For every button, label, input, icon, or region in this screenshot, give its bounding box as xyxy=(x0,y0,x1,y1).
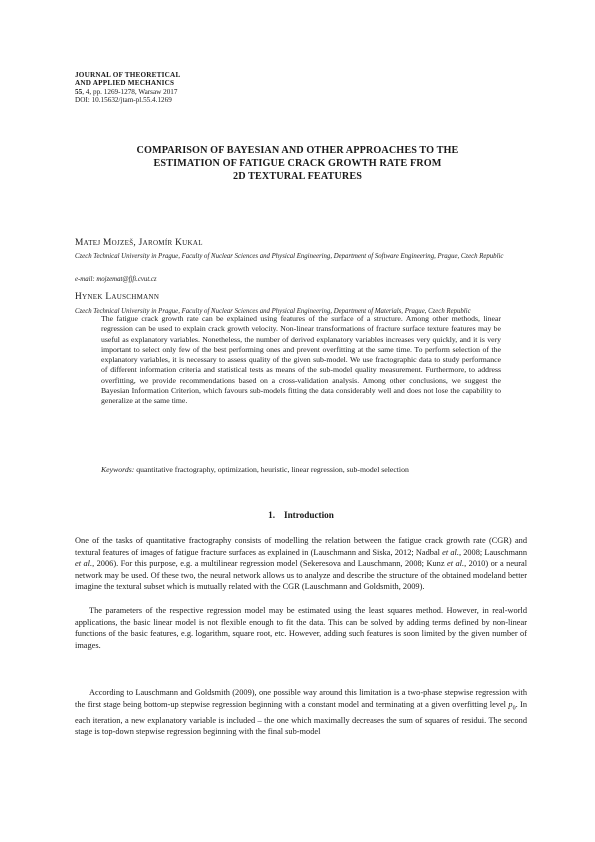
journal-volume-number: 55 xyxy=(75,87,83,96)
journal-volume-pages: , 4, pp. 1269-1278, Warsaw 2017 xyxy=(82,87,178,96)
author-names-1: Matej Mojzeš, Jaromír Kukal xyxy=(75,238,203,248)
p1-text-e: , 2006). For this purpose, e.g. a multilinear regression model (Sekeresova and Lauschmann, 2008; Kunz xyxy=(92,559,448,569)
p3-text-a: According to Lauschmann and Goldsmith (2009), one possible way around this limitation is a two-phase stepwise regression with the first stage being bottom-up stepwise regression beginning with a constant model and terminating at a given overfitting level xyxy=(75,688,527,709)
p1-etal-1: et al. xyxy=(442,547,459,557)
p3-symbol: p xyxy=(508,699,513,709)
p1-etal-2: et al. xyxy=(75,559,93,569)
p1-text-c: , 2008; Lauschmann xyxy=(458,547,527,557)
journal-doi: DOI: 10.15632/jtam-pl.55.4.1269 xyxy=(75,95,172,104)
p1-etal-3: et al. xyxy=(447,559,465,569)
section-heading-introduction xyxy=(75,510,527,520)
affiliation-1: Czech Technical University in Prague, Faculty of Nuclear Sciences and Physical Engineering, Department of Software Engineering, Prague, Czech Republic xyxy=(75,253,504,260)
p3-subscript: 0 xyxy=(512,705,516,712)
p3-text-b: . In each iteration, a new explanatory variable is included – the one which maximally decreases the sum of squares of residui. The second stage is top-down stepwise regression beginning with the final sub-model xyxy=(75,699,528,737)
journal-name-line1: JOURNAL OF THEORETICAL xyxy=(75,71,181,79)
title-line-2: ESTIMATION OF FATIGUE CRACK GROWTH RATE FROM xyxy=(153,157,442,169)
keywords-text: quantitative fractography, optimization, heuristic, linear regression, sub-model selection xyxy=(136,465,409,474)
author-email: e-mail: mojzemat@fjfi.cvut.cz xyxy=(75,276,157,283)
keywords xyxy=(101,465,501,475)
title-line-3: 2D TEXTURAL FEATURES xyxy=(233,170,362,182)
journal-meta xyxy=(75,88,180,105)
journal-volume xyxy=(75,88,180,96)
author-names-2: Hynek Lauschmann xyxy=(75,292,160,302)
paragraph-2 xyxy=(75,605,527,651)
section-title: Introduction xyxy=(284,510,334,520)
section-number: 1. xyxy=(268,510,275,520)
paper-title xyxy=(90,145,505,183)
p2-text: The parameters of the respective regression model may be estimated using the least squares method. However, in real-world applications, the basic linear model is not flexible enough to fit the data. This can be solved by adding terms defined by non-linear functions of the basic features, e.g. logarithm, square root, etc. However, adding such features is soon limited by the given number of images. xyxy=(75,606,527,650)
journal-header xyxy=(75,71,180,104)
abstract: The fatigue crack growth rate can be explained using features of the surface of a structure. Among other methods, linear regression can be used to explain crack growth velocity. Non-linear transformations of fracture surface texture features may be useful as explanatory variables. Nonetheless, the number of derived explanatory variables increases very quickly, and it is very important to select only few of the best performing ones and prevent overfitting at the same time. To perform selection of the explanatory variables, it is necessary to assess quality of the given sub-model. We use fractographic data to study performance of different information criteria and statistical tests as means of the sub-model quality measurement. Furthermore, to address overfitting, we provide recommendations based on a cross-validation analysis. Among other conclusions, we suggest the Bayesian Information Criterion, which favours sub-models fitting the data considerably well and does not lose the capability to generalize at the same time. xyxy=(101,314,501,405)
p1-text-g: , 2010) or a neural network may be used. Of these two, the neural network allows us to analyze and describe the structure of the obtained modeland better imagine the textural subset which is mutually related with the CGR (Lauschmann and Goldsmith, 2009). xyxy=(75,559,528,592)
keywords-label: Keywords: xyxy=(101,465,135,474)
journal-name-line2: AND APPLIED MECHANICS xyxy=(75,79,175,88)
p1-text-a: One of the tasks of quantitative fractography consists of modelling the relation between the fatigue crack growth rate (CGR) and textural features of images of fatigue fracture surfaces as explained in (Lauschmann and Siska, 2012; Nadbal xyxy=(75,536,527,557)
affiliation-2: Czech Technical University in Prague, Faculty of Nuclear Sciences and Physical Engineering, Department of Materials, Prague, Czech Republic xyxy=(75,308,471,315)
paragraph-3 xyxy=(75,687,527,738)
journal-name xyxy=(75,71,180,88)
title-line-1: COMPARISON OF BAYESIAN AND OTHER APPROACHES TO THE xyxy=(136,145,459,156)
paragraph-1 xyxy=(75,535,527,593)
